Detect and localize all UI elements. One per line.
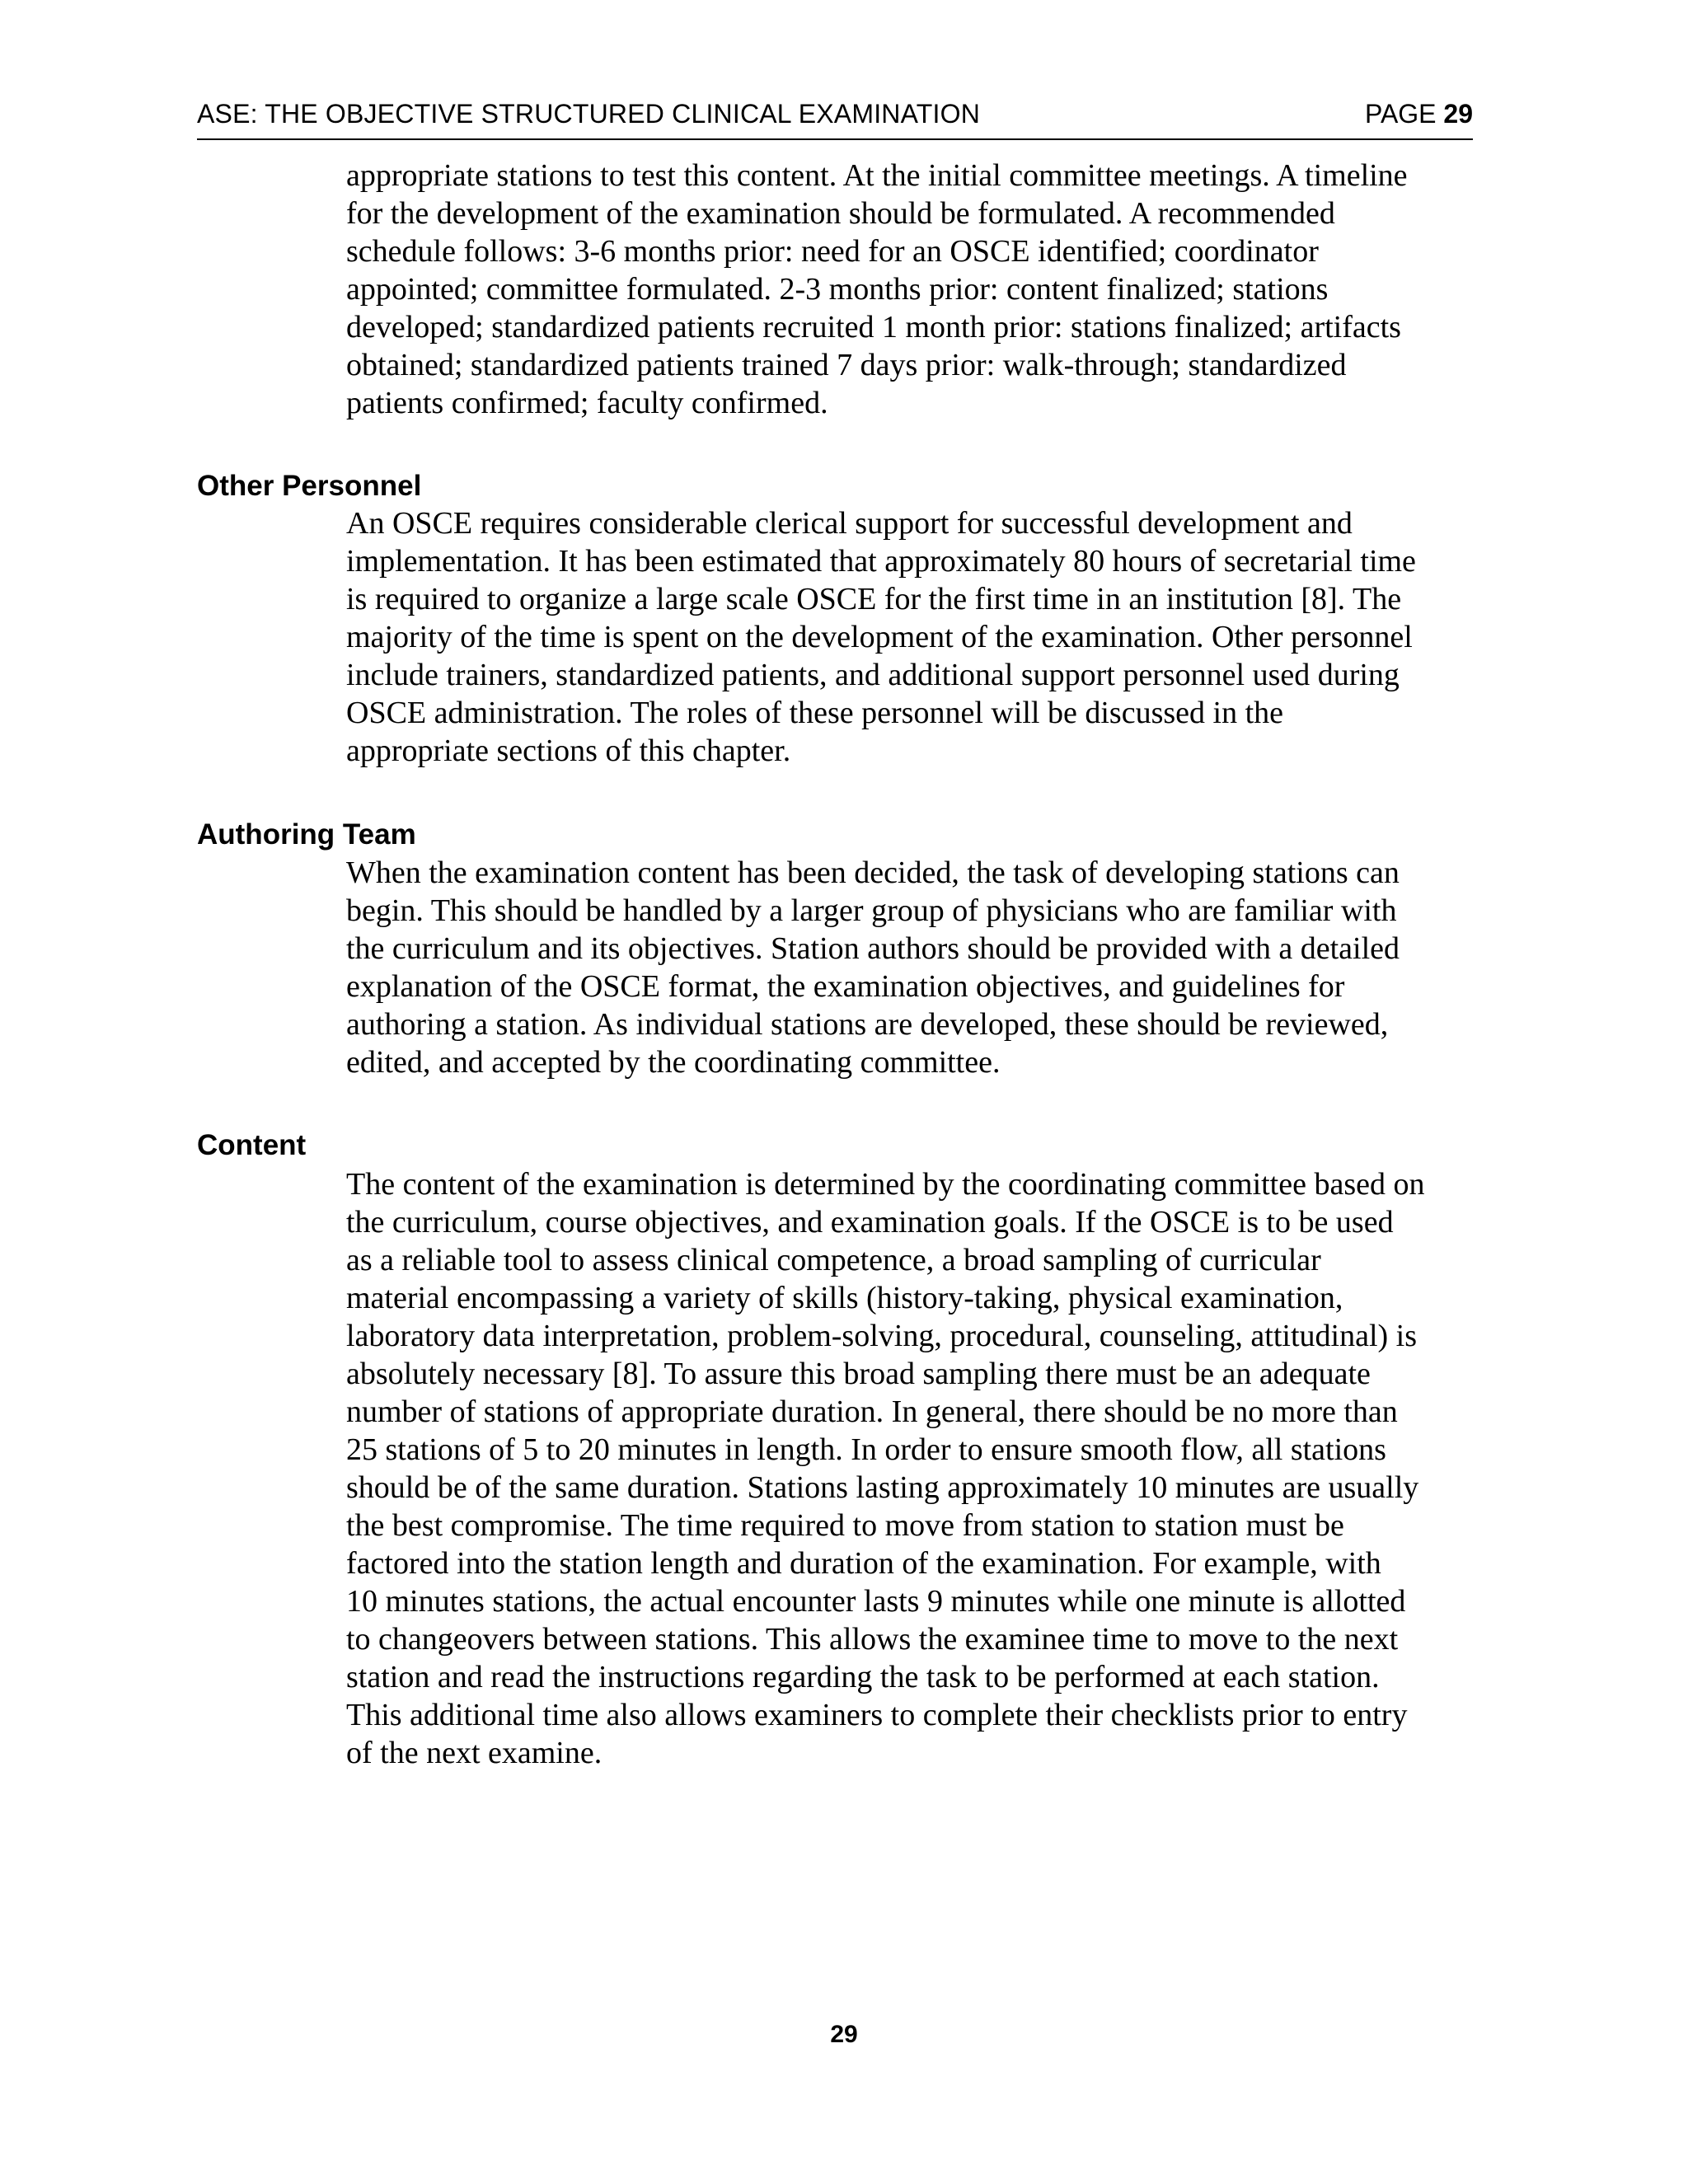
text-line: An OSCE requires considerable clerical support for successful development and: [346, 506, 1353, 541]
section-body-content: [346, 1165, 1425, 1772]
text-line: absolutely necessary [8]. To assure this broad sampling there must be an adequate: [346, 1357, 1371, 1391]
text-line: implementation. It has been estimated that approximately 80 hours of secretarial time: [346, 544, 1416, 579]
text-line: station and read the instructions regarding the task to be performed at each station.: [346, 1660, 1380, 1694]
text-line: begin. This should be handled by a larger group of physicians who are familiar with: [346, 893, 1397, 928]
text-line: 10 minutes stations, the actual encounter lasts 9 minutes while one minute is allotted: [346, 1584, 1406, 1619]
text-line: to changeovers between stations. This allows the examinee time to move to the next: [346, 1622, 1399, 1657]
text-line: as a reliable tool to assess clinical competence, a broad sampling of curricular: [346, 1243, 1321, 1277]
header-title: ASE: THE OBJECTIVE STRUCTURED CLINICAL EXAMINATION: [197, 99, 980, 129]
text-line: of the next examine.: [346, 1736, 603, 1770]
text-line: factored into the station length and duration of the examination. For example, with: [346, 1546, 1381, 1581]
page-header: [197, 97, 1473, 140]
footer-page-number: 29: [830, 2021, 858, 2048]
section-heading-authoring-team: Authoring Team: [197, 818, 416, 851]
intro-paragraph: [346, 157, 1408, 422]
header-page-label: PAGE: [1364, 99, 1437, 129]
text-line: developed; standardized patients recruited 1 month prior: stations finalized; artifacts: [346, 310, 1401, 344]
text-line: include trainers, standardized patients, and additional support personnel used during: [346, 658, 1400, 692]
text-line: should be of the same duration. Stations lasting approximately 10 minutes are usually: [346, 1470, 1419, 1505]
text-line: authoring a station. As individual stations are developed, these should be reviewed,: [346, 1007, 1389, 1042]
text-line: is required to organize a large scale OSCE for the first time in an institution [8]. The: [346, 582, 1402, 616]
header-page-indicator: [1365, 99, 1473, 129]
text-line: majority of the time is spent on the development of the examination. Other personnel: [346, 620, 1413, 654]
text-line: This additional time also allows examiners to complete their checklists prior to entry: [346, 1698, 1408, 1732]
text-line: 25 stations of 5 to 20 minutes in length. In order to ensure smooth flow, all stations: [346, 1432, 1386, 1467]
section-body-other-personnel: [346, 504, 1416, 770]
text-line: appropriate stations to test this content. At the initial committee meetings. A timeline: [346, 158, 1408, 193]
text-line: the curriculum and its objectives. Station authors should be provided with a detailed: [346, 931, 1400, 966]
text-line: OSCE administration. The roles of these personnel will be discussed in the: [346, 696, 1283, 730]
text-line: explanation of the OSCE format, the examination objectives, and guidelines for: [346, 969, 1345, 1004]
text-line: obtained; standardized patients trained 7 days prior: walk-through; standardized: [346, 348, 1347, 382]
section-heading-other-personnel: Other Personnel: [197, 470, 422, 502]
text-line: for the development of the examination should be formulated. A recommended: [346, 196, 1335, 231]
text-line: appropriate sections of this chapter.: [346, 733, 791, 768]
text-line: The content of the examination is determined by the coordinating committee based on: [346, 1167, 1425, 1202]
text-line: edited, and accepted by the coordinating committee.: [346, 1045, 1001, 1080]
text-line: the curriculum, course objectives, and examination goals. If the OSCE is to be used: [346, 1205, 1394, 1240]
header-page-number: 29: [1443, 99, 1473, 129]
text-line: number of stations of appropriate duration. In general, there should be no more than: [346, 1394, 1398, 1429]
text-line: patients confirmed; faculty confirmed.: [346, 386, 828, 420]
text-line: laboratory data interpretation, problem-solving, procedural, counseling, attitudinal) is: [346, 1319, 1418, 1353]
section-body-authoring-team: [346, 854, 1400, 1081]
text-line: appointed; committee formulated. 2-3 months prior: content finalized; stations: [346, 272, 1329, 307]
text-line: When the examination content has been decided, the task of developing stations can: [346, 855, 1400, 890]
text-line: the best compromise. The time required to move from station to station must be: [346, 1508, 1344, 1543]
section-heading-content: Content: [197, 1129, 307, 1161]
text-line: material encompassing a variety of skills (history-taking, physical examination,: [346, 1281, 1343, 1315]
text-line: schedule follows: 3-6 months prior: need for an OSCE identified; coordinator: [346, 234, 1319, 269]
